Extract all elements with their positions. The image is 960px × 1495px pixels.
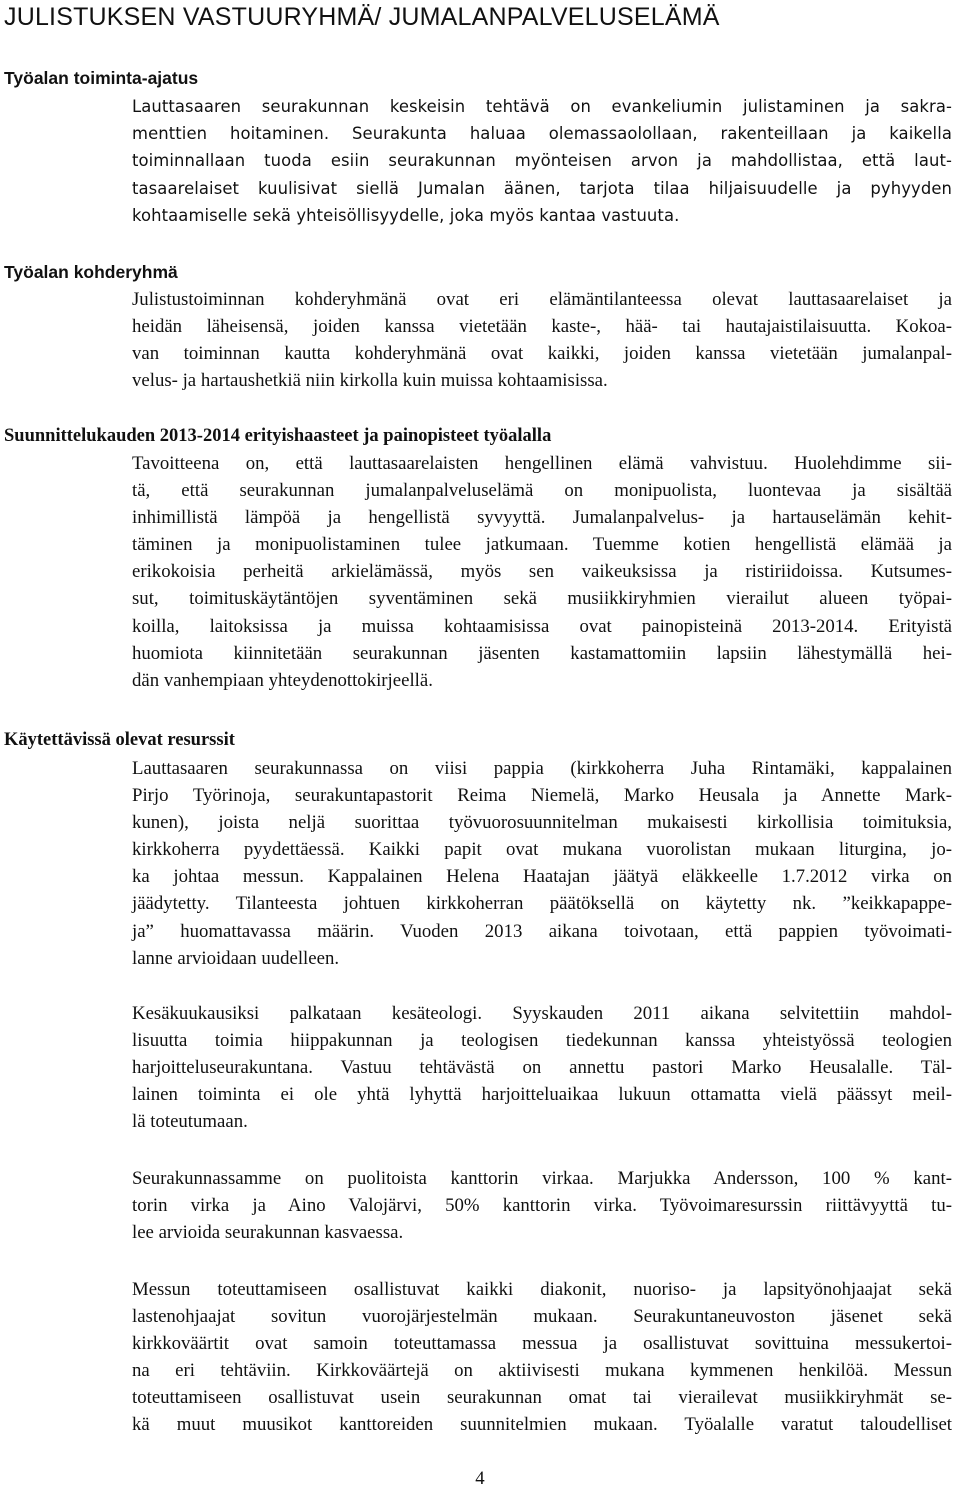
paragraph-kohderyhma [132, 286, 952, 394]
text-line: lanne arvioidaan uudelleen. [132, 947, 340, 969]
text-line: velus- ja hartaushetkiä niin kirkolla kuin muissa kohtaamisissa. [132, 370, 608, 392]
text-line: lä toteutumaan. [132, 1111, 248, 1133]
text-line: Messun toteuttamiseen osallistuvat kaikki diakonit, nuoriso- ja lapsityönohjaajat sekä [132, 1279, 952, 1300]
text-line: inhimillistä lämpöä ja hengellistä syvyyttä. Jumalanpalvelus- ja hartauselämän kehit- [132, 507, 952, 529]
paragraph-toiminta-ajatus [132, 93, 952, 229]
text-line: lastenohjaajat sovitun vuorojärjestelmän mukaan. Seurakuntaneuvoston jäsenet sekä [132, 1306, 952, 1328]
text-line: kirkkoväärtit ovat samoin toteuttamassa messua ja osallistuvat sovittuina messukertoi- [132, 1333, 952, 1355]
text-line: ja” huomattavassa määrin. Vuoden 2013 aikana toivotaan, että pappien työvoimati- [132, 920, 952, 942]
text-line: Tavoitteena on, että lauttasaarelaisten hengellinen elämä vahvistuu. Huolehdimme sii- [132, 453, 952, 474]
section-heading-suunnittelukausi: Suunnittelukauden 2013-2014 erityishaasteet ja painopisteet työalalla [4, 426, 552, 446]
paragraph-resurssit-4 [132, 1276, 952, 1439]
text-line: torin virka ja Aino Valojärvi, 50% kanttorin virka. Työvoimaresurssin riittävyyttä tu- [132, 1195, 952, 1217]
section-heading-kohderyhma: Työalan kohderyhmä [4, 262, 178, 282]
text-line: tä, että seurakunnan jumalanpalveluselämä on monipuolista, luontevaa ja sisältää [132, 480, 952, 502]
text-line: kohtaamiselle sekä yhteisöllisyydelle, joka myös kantaa vastuuta. [132, 205, 680, 225]
paragraph-resurssit-2 [132, 1000, 952, 1135]
text-line: kunen), joista neljä suorittaa työvuorosuunnitelman mukaisesti kirkollisia toimituksia, [132, 812, 952, 834]
text-line: na eri tehtäviin. Kirkkoväärtejä on aktiivisesti mukana kymmenen henkilöä. Messun [132, 1360, 952, 1382]
text-line: ka johtaa messun. Kappalainen Helena Haatajan jäätyä eläkkeelle 1.7.2012 virka on [132, 866, 952, 888]
text-line: sut, toimituskäytäntöjen syventäminen sekä musiikkiryhmien vierailut alueen työpai- [132, 588, 952, 610]
page-number: 4 [475, 1468, 485, 1489]
text-line: huomiota kiinnitetään seurakunnan jäsenten kastamattomiin lapsiin lähestymällä hei- [132, 642, 952, 664]
text-line: Seurakunnassamme on puolitoista kanttorin virkaa. Marjukka Andersson, 100 % kant- [132, 1168, 952, 1189]
text-line: Pirjo Työrinoja, seurakuntapastorit Reima Niemelä, Marko Heusala ja Annette Mark- [132, 785, 952, 807]
text-line: dän vanhempiaan yhteydenottokirjeellä. [132, 669, 433, 691]
text-line: Kesäkuukausiksi palkataan kesäteologi. Syyskauden 2011 aikana selvitettiin mahdol- [132, 1003, 952, 1024]
section-heading-toiminta-ajatus: Työalan toiminta-ajatus [4, 68, 199, 88]
paragraph-suunnittelukausi [132, 450, 952, 694]
text-line: lisuutta toimia hiippakunnan ja teologisen tiedekunnan kanssa yhteistyössä teologien [132, 1030, 952, 1052]
text-line: tasaarelaiset kuulisivat siellä Jumalan äänen, tarjota tilaa hiljaisuudelle ja pyhyyden [132, 178, 952, 198]
text-line: erikokoisia perheitä arkielämässä, myös sen vaikeuksissa ja ristiriidoissa. Kutsumes- [132, 561, 952, 583]
text-line: heidän läheisensä, joiden kanssa vietetään kaste-, hää- tai hautajaistilaisuutta. Kokoa- [132, 316, 952, 338]
text-line: täminen ja monipuolistaminen tulee jatkumaan. Tuemme kotien hengellistä elämää ja [132, 534, 952, 556]
text-line: lee arvioida seurakunnan kasvaessa. [132, 1222, 404, 1244]
text-line: lainen toiminta ei ole yhtä lyhyttä harjoitteluaikaa lukuun ottamatta vielä päässyt meil- [132, 1084, 952, 1106]
text-line: toteuttamiseen osallistuvat usein seurakunnan omat tai vierailevat musiikkiryhmät se- [132, 1387, 952, 1409]
text-line: van toiminnan kautta kohderyhmänä ovat kaikki, joiden kanssa vietetään jumalanpal- [132, 343, 952, 365]
section-heading-resurssit: Käytettävissä olevat resurssit [4, 730, 235, 750]
text-line: harjoitteluseurakuntana. Vastuu tehtävästä on annettu pastori Marko Heusalalle. Täl- [132, 1057, 952, 1079]
text-line: Julistustoiminnan kohderyhmänä ovat eri elämäntilanteessa olevat lauttasaarelaiset ja [132, 289, 952, 310]
text-line: toiminnallaan tuoda esiin seurakunnan myönteisen arvon ja mahdollistaa, että laut- [132, 151, 952, 171]
text-line: menttien hoitaminen. Seurakunta haluaa olemassaolollaan, rakenteillaan ja kaikella [132, 124, 952, 144]
text-line: jäädytetty. Tilanteesta johtuen kirkkoherran päätöksellä on käytetty nk. ”keikkapappe- [132, 893, 952, 915]
text-line: koilla, laitoksissa ja muissa kohtaamisissa ovat painopisteinä 2013-2014. Erityistä [132, 615, 952, 637]
text-line: Lauttasaaren seurakunnan keskeisin tehtävä on evankeliumin julistaminen ja sakra- [132, 97, 952, 116]
text-line: Lauttasaaren seurakunnassa on viisi pappia (kirkkoherra Juha Rintamäki, kappalainen [132, 758, 952, 779]
text-line: kirkkoherra pyydettäessä. Kaikki papit ovat mukana vuorolistan mukaan liturgina, jo- [132, 839, 952, 861]
text-line: kä muut muusikot kanttoreiden suunnitelmien mukaan. Työalalle varatut taloudelliset [132, 1414, 952, 1436]
paragraph-resurssit-3 [132, 1165, 952, 1246]
document-title: JULISTUKSEN VASTUURYHMÄ/ JUMALANPALVELUSELÄMÄ [4, 3, 720, 31]
paragraph-resurssit-1 [132, 755, 952, 972]
